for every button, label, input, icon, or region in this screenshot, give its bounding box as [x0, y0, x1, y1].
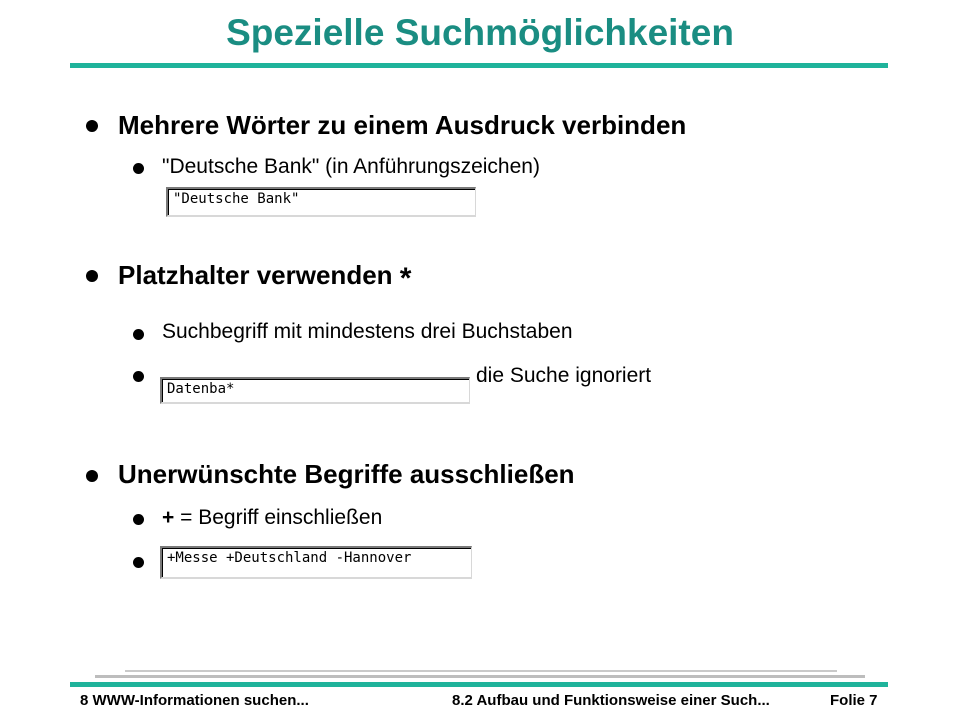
section-heading-wildcard — [118, 258, 412, 295]
section-heading-join-words: Mehrere Wörter zu einem Ausdruck verbinden — [118, 110, 687, 140]
footer-shadow — [125, 670, 837, 672]
bullet-icon — [133, 329, 144, 340]
bullet-icon — [133, 371, 144, 382]
footer-chapter: 8 WWW-Informationen suchen... — [80, 692, 309, 709]
footer-slide-number: Folie 7 — [830, 692, 878, 709]
bullet-icon — [133, 557, 144, 568]
list-item-quoted-phrase: "Deutsche Bank" (in Anführungszeichen) — [162, 155, 540, 178]
bullet-icon — [86, 120, 98, 132]
list-item-ignored: die Suche ignoriert — [476, 364, 652, 387]
slide-title: Spezielle Suchmöglichkeiten — [226, 12, 734, 53]
search-box-exclude: +Messe +Deutschland -Hannover — [160, 546, 472, 579]
bullet-icon — [133, 514, 144, 525]
search-box-quoted: "Deutsche Bank" — [166, 187, 476, 217]
list-item-min-letters: Suchbegriff mit mindestens drei Buchstaben — [162, 320, 573, 343]
plus-operator: + — [162, 506, 175, 529]
bullet-icon — [133, 163, 144, 174]
list-item-include — [162, 506, 382, 530]
section-heading-exclude: Unerwünschte Begriffe ausschließen — [118, 459, 575, 489]
footer-shadow — [95, 675, 865, 678]
section-heading-wildcard-text: Platzhalter verwenden — [118, 260, 393, 290]
footer-divider — [70, 682, 888, 687]
bullet-icon — [86, 470, 98, 482]
list-item-include-text: = Begriff einschließen — [180, 506, 383, 529]
title-divider — [70, 63, 888, 68]
footer-section: 8.2 Aufbau und Funktionsweise einer Such... — [452, 692, 770, 709]
bullet-icon — [86, 270, 98, 282]
search-box-wildcard: Datenba* — [160, 377, 470, 404]
asterisk-symbol: * — [399, 262, 412, 295]
